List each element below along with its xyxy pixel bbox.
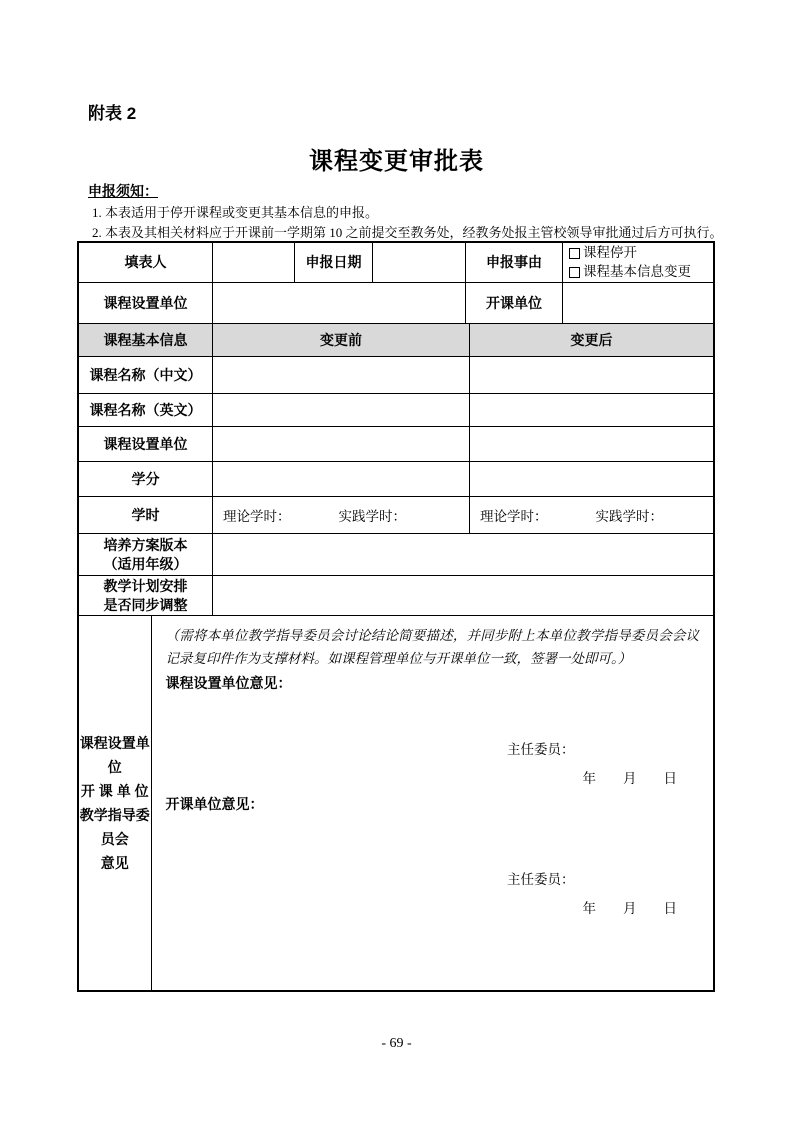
opinion-content-cell[interactable] bbox=[152, 616, 713, 990]
appendix-label: 附表 2 bbox=[88, 104, 137, 123]
reason-label: 申报事由 bbox=[466, 243, 563, 282]
row-filler bbox=[79, 243, 713, 283]
setup-unit-opinion-heading: 课程设置单位意见： bbox=[165, 675, 292, 691]
offering-unit-value-cell[interactable] bbox=[563, 283, 713, 323]
course-name-en-after-cell[interactable] bbox=[470, 394, 713, 426]
practice-hours-label-before: 实践学时： bbox=[338, 509, 406, 524]
chair-signature-label-1: 主任委员： bbox=[507, 742, 575, 757]
row-credit bbox=[79, 462, 713, 497]
setup-unit-change-label: 课程设置单位 bbox=[79, 427, 213, 461]
opinion-label-line3: 教学指导委员会 bbox=[79, 807, 150, 847]
schedule-adjust-label-line2: 是否同步调整 bbox=[103, 596, 188, 613]
checkbox-info-change-icon[interactable] bbox=[569, 267, 580, 278]
after-change-header: 变更后 bbox=[570, 331, 613, 348]
training-plan-label-line2: （适用年级） bbox=[103, 555, 188, 572]
filler-value-cell[interactable] bbox=[213, 243, 295, 282]
reason-option-info-change[interactable] bbox=[569, 263, 691, 281]
course-name-en-before-cell[interactable] bbox=[213, 394, 470, 426]
row-course-name-cn bbox=[79, 357, 713, 394]
course-name-cn-after-cell[interactable] bbox=[470, 357, 713, 393]
reason-option-stop-label: 课程停开 bbox=[583, 245, 637, 260]
opinion-label-line2: 开 课 单 位 bbox=[80, 783, 149, 799]
before-change-header: 变更前 bbox=[213, 324, 470, 356]
opinion-label-line1: 课程设置单位 bbox=[79, 735, 150, 775]
page-number: - 69 - bbox=[381, 1036, 412, 1051]
theory-hours-label-after: 理论学时： bbox=[480, 509, 548, 524]
row-section-header bbox=[79, 324, 713, 357]
course-name-cn-before-cell[interactable] bbox=[213, 357, 470, 393]
reason-option-stop[interactable] bbox=[569, 244, 637, 262]
setup-unit-label: 课程设置单位 bbox=[79, 283, 213, 323]
training-plan-value-cell[interactable] bbox=[213, 534, 713, 575]
offering-unit-signature-block bbox=[507, 869, 677, 919]
row-course-name-en bbox=[79, 394, 713, 427]
date-line-2: 年 月 日 bbox=[582, 901, 677, 916]
row-setup-unit-change bbox=[79, 427, 713, 462]
practice-hours-label-after: 实践学时： bbox=[595, 509, 663, 524]
row-opinions bbox=[79, 616, 713, 990]
offering-unit-label: 开课单位 bbox=[466, 283, 563, 323]
note-item-2: 2. 本表及其相关材料应于开课前一学期第 10 之前提交至教务处，经教务处报主管校领导审批通过后方可执行。 bbox=[92, 225, 723, 240]
training-plan-label bbox=[79, 534, 213, 575]
credit-before-cell[interactable] bbox=[213, 462, 470, 496]
hours-before-cell[interactable] bbox=[213, 497, 470, 533]
schedule-adjust-label bbox=[79, 576, 213, 615]
setup-unit-after-cell[interactable] bbox=[470, 427, 713, 461]
row-hours bbox=[79, 497, 713, 534]
opinion-label-line4: 意见 bbox=[100, 855, 129, 871]
setup-unit-before-cell[interactable] bbox=[213, 427, 470, 461]
row-units bbox=[79, 283, 713, 324]
opinion-instruction-note: （需将本单位教学指导委员会讨论结论简要描述，并同步附上本单位教学指导委员会会议记录复印件作为支撑材料。如课程管理单位与开课单位一致，签署一处即可。） bbox=[165, 628, 699, 666]
date-line-1: 年 月 日 bbox=[582, 771, 677, 786]
theory-hours-label-before: 理论学时： bbox=[223, 509, 291, 524]
setup-unit-signature-block bbox=[507, 739, 677, 789]
reason-options-cell bbox=[563, 243, 713, 282]
schedule-adjust-label-line1: 教学计划安排 bbox=[103, 577, 188, 594]
row-training-plan bbox=[79, 534, 713, 576]
reason-option-info-change-label: 课程基本信息变更 bbox=[583, 264, 691, 279]
chair-signature-label-2: 主任委员： bbox=[507, 872, 575, 887]
main-form-table bbox=[77, 241, 715, 992]
page-title: 课程变更审批表 bbox=[309, 148, 484, 175]
declare-date-value-cell[interactable] bbox=[373, 243, 466, 282]
course-name-en-label: 课程名称（英文） bbox=[79, 394, 213, 426]
declare-date-label: 申报日期 bbox=[295, 243, 373, 282]
filler-label: 填表人 bbox=[79, 243, 213, 282]
notes-heading: 申报须知： bbox=[88, 183, 158, 199]
opinion-row-label bbox=[79, 616, 152, 990]
credit-label: 学分 bbox=[79, 462, 213, 496]
training-plan-label-line1: 培养方案版本 bbox=[103, 536, 188, 553]
course-name-cn-label: 课程名称（中文） bbox=[79, 357, 213, 393]
row-schedule-adjust bbox=[79, 576, 713, 616]
hours-label: 学时 bbox=[79, 497, 213, 533]
note-item-1: 1. 本表适用于停开课程或变更其基本信息的申报。 bbox=[92, 205, 379, 220]
setup-unit-value-cell[interactable] bbox=[213, 283, 466, 323]
course-info-header: 课程基本信息 bbox=[79, 324, 213, 356]
offering-unit-opinion-heading: 开课单位意见： bbox=[165, 796, 264, 812]
schedule-adjust-value-cell[interactable] bbox=[213, 576, 713, 615]
checkbox-course-stop-icon[interactable] bbox=[569, 248, 580, 259]
credit-after-cell[interactable] bbox=[470, 462, 713, 496]
hours-after-cell[interactable] bbox=[470, 497, 713, 533]
